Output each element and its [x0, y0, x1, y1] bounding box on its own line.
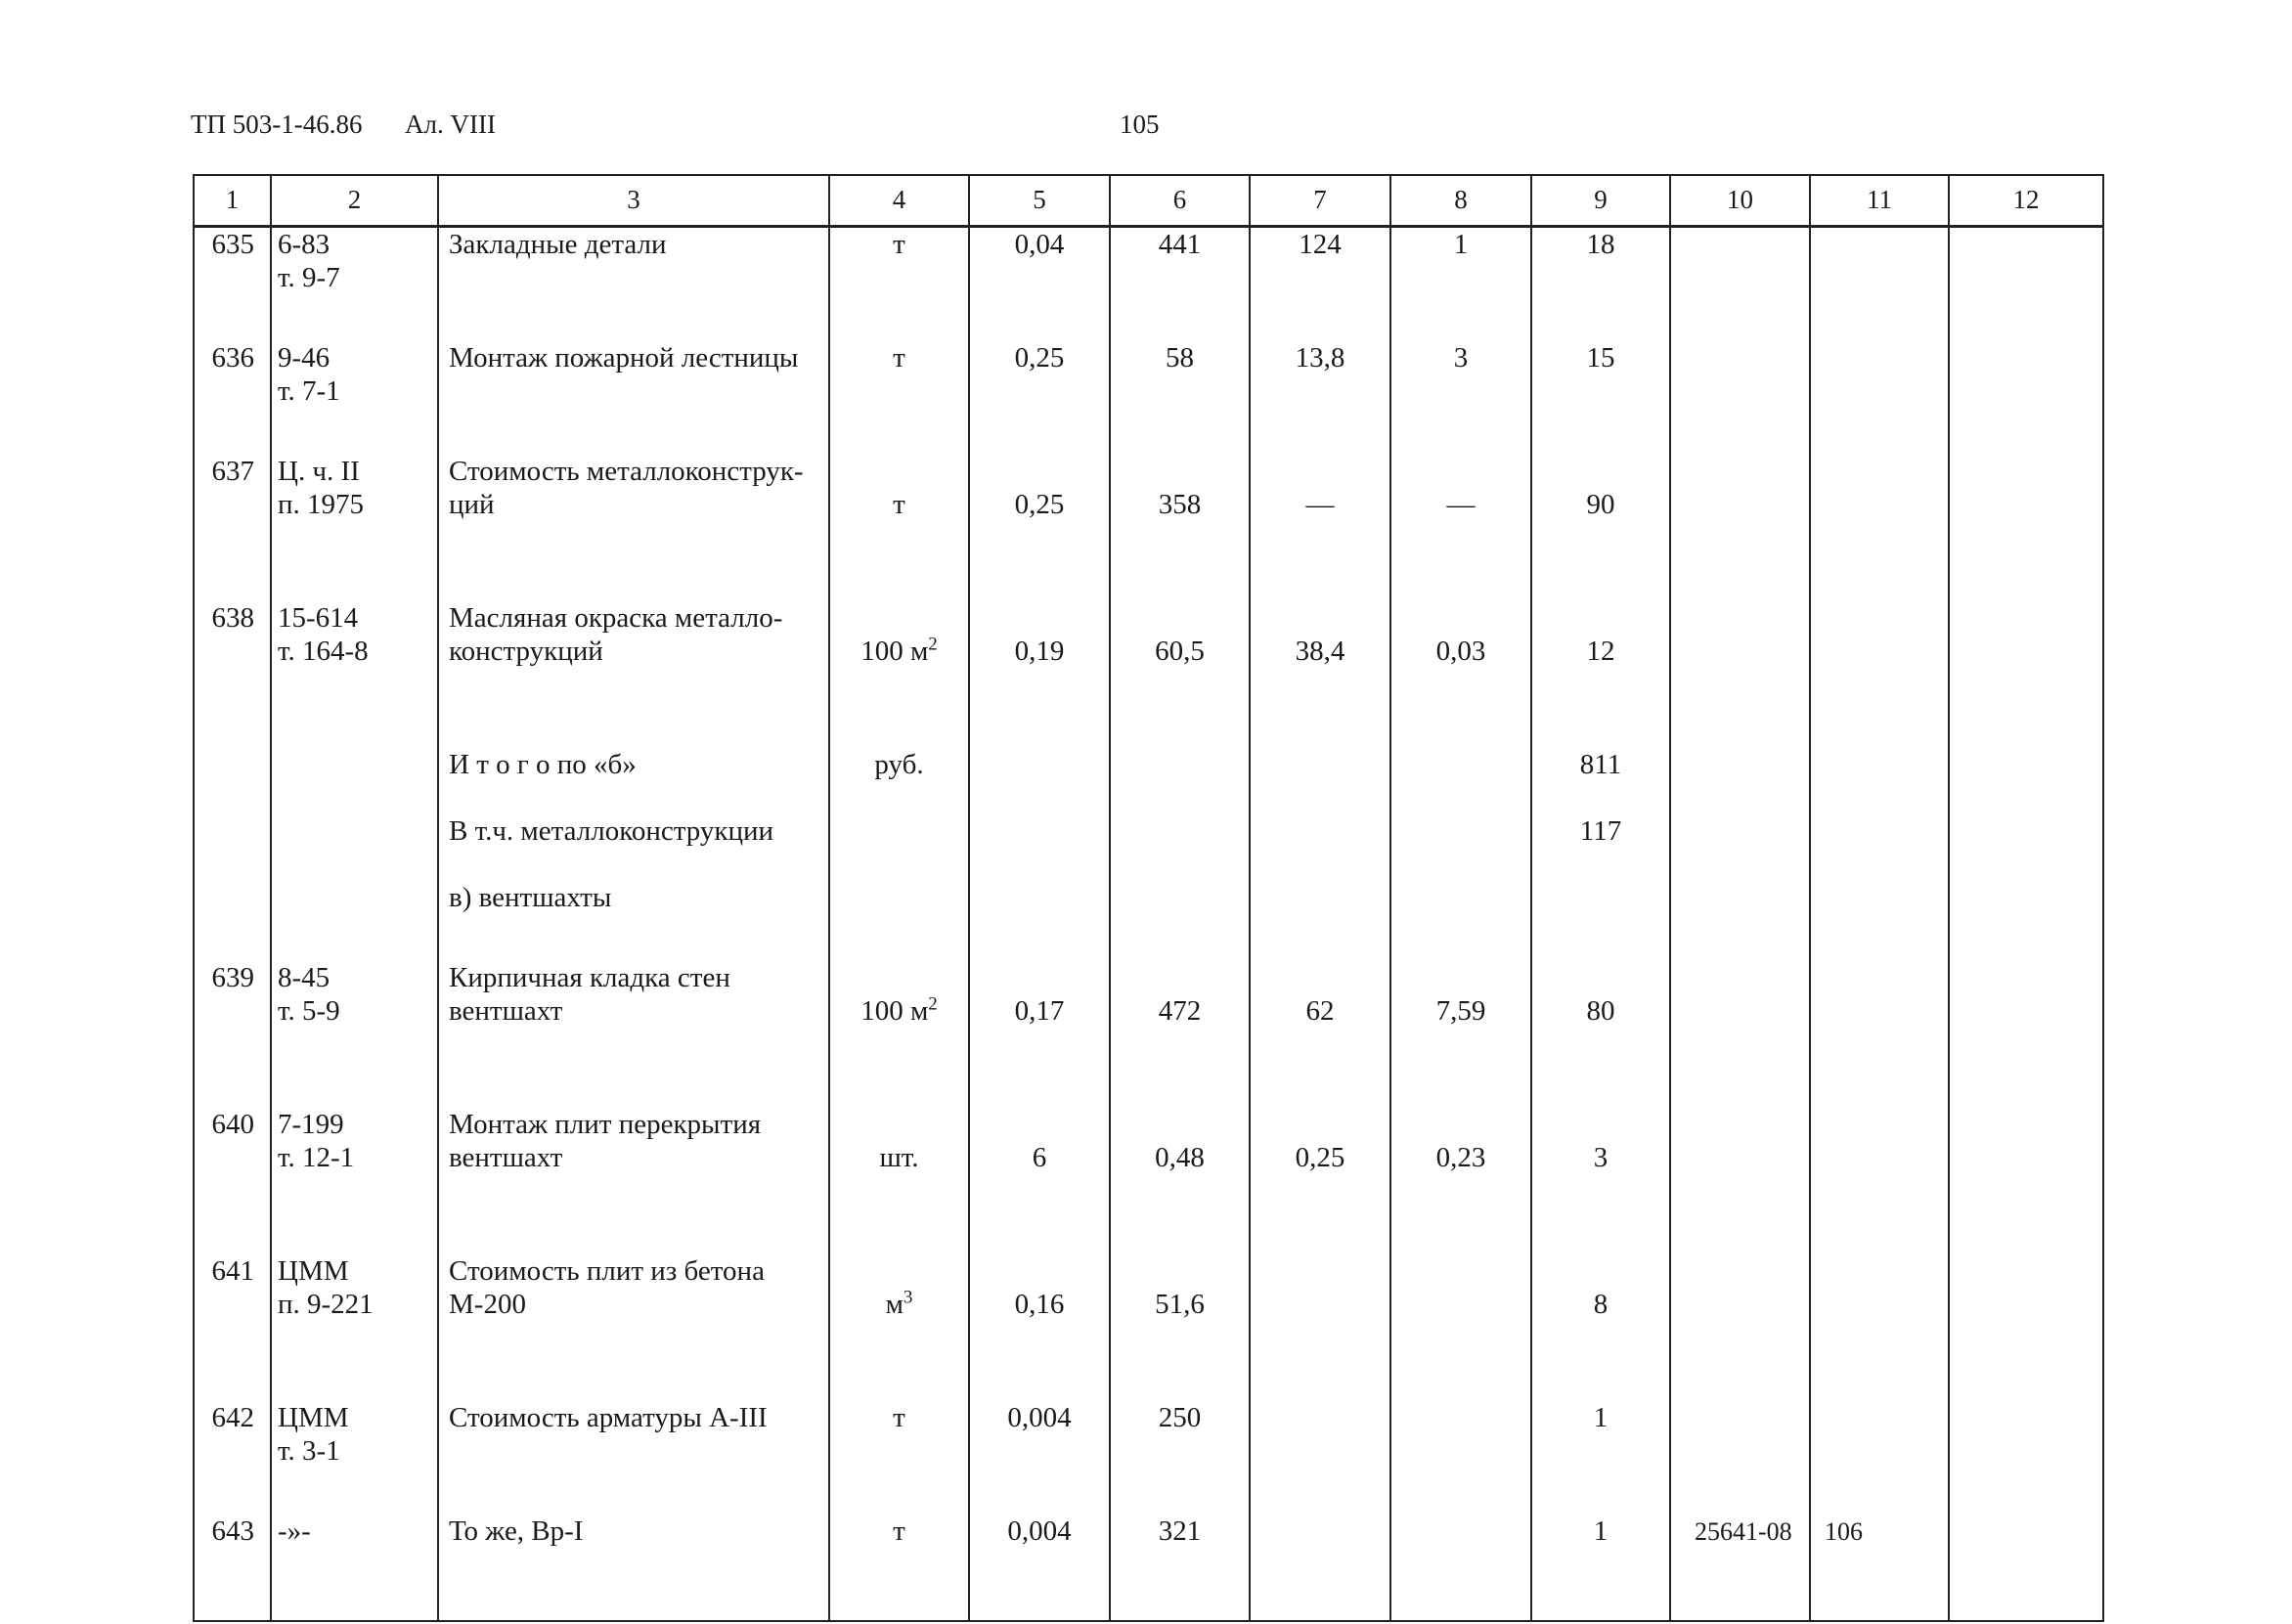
empty-cell — [271, 814, 438, 881]
total-value: 18 — [1586, 229, 1615, 260]
quantity-value: 0,004 — [1007, 1402, 1072, 1433]
empty-cell — [1670, 961, 1810, 1108]
col7-cell — [1250, 341, 1390, 455]
col7-value: 62 — [1305, 995, 1335, 1027]
work-name-line: вентшахт — [449, 995, 563, 1028]
unit-cell — [829, 227, 969, 342]
reference-line: 15-614 — [278, 602, 359, 634]
empty-cell — [829, 881, 969, 961]
work-name-cell — [438, 1514, 829, 1621]
work-name-line: вентшахт — [449, 1142, 563, 1174]
price-value: 51,6 — [1155, 1289, 1205, 1320]
empty-cell — [1810, 814, 1949, 881]
row-number: 635 — [211, 229, 254, 260]
col8-cell — [1390, 227, 1531, 342]
work-name-line: Кирпичная кладка стен — [449, 962, 730, 993]
summary-unit-cell — [829, 748, 969, 814]
col8-value: 0,03 — [1435, 636, 1486, 667]
work-name-cell — [438, 1108, 829, 1254]
unit-cell — [829, 1254, 969, 1401]
reference-line: т. 12-1 — [278, 1142, 355, 1174]
price-cell — [1110, 227, 1250, 342]
col7-cell — [1250, 455, 1390, 601]
price-cell — [1110, 601, 1250, 748]
summary-row — [194, 814, 2103, 881]
total-value: 8 — [1593, 1289, 1609, 1320]
price-cell — [1110, 455, 1250, 601]
unit-text: т — [893, 342, 905, 373]
section-row — [194, 881, 2103, 961]
row-number-cell — [194, 601, 271, 748]
empty-cell — [1810, 881, 1949, 961]
empty-cell — [1110, 814, 1250, 881]
column-header: 8 — [1390, 175, 1531, 227]
summary-label: И т о г о по «б» — [449, 749, 637, 780]
table-row — [194, 961, 2103, 1108]
column-header: 4 — [829, 175, 969, 227]
quantity-cell — [969, 1401, 1110, 1514]
empty-cell — [1670, 341, 1810, 455]
column-header: 12 — [1949, 175, 2103, 227]
total-cell — [1531, 455, 1670, 601]
empty-cell — [969, 881, 1110, 961]
reference-cell — [271, 455, 438, 601]
col7-cell — [1250, 1514, 1390, 1621]
col8-value: 0,23 — [1435, 1142, 1486, 1173]
work-name-line: ций — [449, 489, 495, 521]
reference-cell — [271, 1254, 438, 1401]
unit-cell — [829, 1108, 969, 1254]
col7-value: 13,8 — [1295, 342, 1345, 373]
reference-line: п. 1975 — [278, 489, 365, 521]
empty-cell — [1250, 748, 1390, 814]
empty-cell — [1949, 455, 2103, 601]
work-name-cell — [438, 341, 829, 455]
row-number: 638 — [211, 602, 254, 634]
empty-cell — [1670, 1401, 1810, 1514]
empty-cell — [1949, 227, 2103, 342]
quantity-cell — [969, 455, 1110, 601]
empty-cell — [1810, 227, 1949, 342]
column-header: 5 — [969, 175, 1110, 227]
empty-cell — [1949, 961, 2103, 1108]
work-name-cell — [438, 601, 829, 748]
col7-cell — [1250, 961, 1390, 1108]
reference-line: т. 3-1 — [278, 1435, 340, 1468]
price-cell — [1110, 961, 1250, 1108]
unit-text: 100 м — [860, 995, 929, 1027]
quantity-value: 6 — [1032, 1142, 1047, 1173]
table-row — [194, 455, 2103, 601]
quantity-cell — [969, 961, 1110, 1108]
total-cell — [1531, 601, 1670, 748]
column-header: 10 — [1670, 175, 1810, 227]
section-title-cell — [438, 881, 829, 961]
row-number: 640 — [211, 1109, 254, 1140]
document-code: ТП 503-1-46.86 — [191, 110, 363, 139]
row-number-cell — [194, 341, 271, 455]
col8-value: 1 — [1453, 229, 1469, 260]
col8-value: 3 — [1453, 342, 1469, 373]
empty-cell — [1670, 601, 1810, 748]
empty-cell — [1670, 881, 1810, 961]
price-value: 441 — [1158, 229, 1202, 260]
reference-cell — [271, 341, 438, 455]
summary-unit: руб. — [874, 749, 924, 780]
quantity-cell — [969, 1108, 1110, 1254]
quantity-cell — [969, 341, 1110, 455]
unit-text: 100 м — [860, 636, 929, 667]
col8-cell — [1390, 455, 1531, 601]
section-title: в) вентшахты — [449, 882, 612, 913]
empty-cell — [1949, 1401, 2103, 1514]
col8-cell — [1390, 1108, 1531, 1254]
col8-value: — — [1446, 489, 1476, 520]
row-number: 639 — [211, 962, 254, 993]
unit-text: т — [893, 1515, 905, 1547]
empty-cell — [1110, 881, 1250, 961]
total-cell — [1531, 961, 1670, 1108]
table-row — [194, 601, 2103, 748]
summary-label-cell — [438, 814, 829, 881]
reference-line: 6-83 — [278, 229, 331, 260]
empty-cell — [1810, 341, 1949, 455]
empty-cell — [1670, 748, 1810, 814]
price-value: 58 — [1166, 342, 1194, 373]
col7-value: 0,25 — [1295, 1142, 1345, 1173]
table-row — [194, 227, 2103, 342]
reference-line: т. 9-7 — [278, 262, 340, 294]
summary-row — [194, 748, 2103, 814]
col7-value: 38,4 — [1295, 636, 1345, 667]
work-name-line: Стоимость плит из бетона — [449, 1255, 765, 1287]
price-value: 358 — [1158, 489, 1202, 520]
price-cell — [1110, 1108, 1250, 1254]
reference-cell — [271, 227, 438, 342]
page-number: 105 — [1120, 110, 1160, 139]
row-number: 642 — [211, 1402, 254, 1433]
unit-cell — [829, 601, 969, 748]
work-name-line: Монтаж пожарной лестницы — [449, 342, 799, 373]
price-cell — [1110, 1254, 1250, 1401]
total-cell — [1531, 1401, 1670, 1514]
empty-cell — [271, 748, 438, 814]
empty-cell — [1949, 341, 2103, 455]
row-number-cell — [194, 961, 271, 1108]
summary-total: 117 — [1579, 815, 1622, 847]
empty-cell — [1531, 881, 1670, 961]
unit-text: т — [893, 1402, 905, 1433]
summary-unit-cell — [829, 814, 969, 881]
total-cell — [1531, 227, 1670, 342]
unit-text: шт. — [879, 1142, 919, 1173]
total-value: 15 — [1586, 342, 1615, 373]
total-value: 1 — [1593, 1515, 1609, 1547]
table-row — [194, 341, 2103, 455]
summary-total-cell — [1531, 748, 1670, 814]
reference-line: т. 5-9 — [278, 995, 340, 1028]
work-name-line: Масляная окраска металло- — [449, 602, 783, 634]
column-header: 9 — [1531, 175, 1670, 227]
empty-cell — [1670, 227, 1810, 342]
reference-cell — [271, 961, 438, 1108]
quantity-cell — [969, 227, 1110, 342]
row-number-cell — [194, 1108, 271, 1254]
price-cell — [1110, 1514, 1250, 1621]
column-header: 7 — [1250, 175, 1390, 227]
reference-line: т. 164-8 — [278, 636, 369, 668]
price-value: 0,48 — [1155, 1142, 1205, 1173]
row-number-cell — [194, 1514, 271, 1621]
row-number-cell — [194, 1254, 271, 1401]
empty-cell — [1110, 748, 1250, 814]
work-name-line: То же, Вр-I — [449, 1515, 584, 1547]
unit-text: т — [893, 229, 905, 260]
quantity-value: 0,25 — [1014, 489, 1065, 520]
empty-cell — [1250, 881, 1390, 961]
column-header: 6 — [1110, 175, 1250, 227]
unit-superscript: 2 — [928, 993, 938, 1015]
reference-line: Ц. ч. II — [278, 456, 360, 487]
total-cell — [1531, 1108, 1670, 1254]
col7-cell — [1250, 227, 1390, 342]
quantity-cell — [969, 1514, 1110, 1621]
col8-cell — [1390, 1514, 1531, 1621]
col7-value: 124 — [1299, 229, 1342, 260]
empty-cell — [1810, 961, 1949, 1108]
table-row — [194, 1108, 2103, 1254]
empty-cell — [194, 814, 271, 881]
reference-cell — [271, 1401, 438, 1514]
reference-cell — [271, 1514, 438, 1621]
row-number: 643 — [211, 1515, 254, 1547]
col8-cell — [1390, 961, 1531, 1108]
col7-cell — [1250, 1108, 1390, 1254]
footer-code: 25641-08 — [1695, 1517, 1792, 1546]
empty-cell — [1810, 1108, 1949, 1254]
quantity-value: 0,19 — [1014, 636, 1065, 667]
quantity-value: 0,16 — [1014, 1289, 1065, 1320]
quantity-value: 0,004 — [1007, 1515, 1072, 1547]
quantity-value: 0,17 — [1014, 995, 1065, 1027]
reference-cell — [271, 1108, 438, 1254]
unit-superscript: 3 — [903, 1287, 913, 1308]
column-number-row — [194, 175, 2103, 227]
total-cell — [1531, 1254, 1670, 1401]
empty-cell — [1670, 814, 1810, 881]
empty-cell — [1810, 1254, 1949, 1401]
unit-text: т — [893, 489, 905, 520]
empty-cell — [194, 881, 271, 961]
total-cell — [1531, 341, 1670, 455]
empty-cell — [1949, 1514, 2103, 1621]
empty-cell — [271, 881, 438, 961]
reference-line: 7-199 — [278, 1109, 344, 1140]
work-name-line: М-200 — [449, 1289, 526, 1321]
album-label: Ал. VIII — [405, 110, 496, 139]
empty-cell — [1670, 1108, 1810, 1254]
empty-cell — [1390, 881, 1531, 961]
price-value: 250 — [1158, 1402, 1202, 1433]
work-name-line: Монтаж плит перекрытия — [449, 1109, 762, 1140]
empty-cell — [1949, 601, 2103, 748]
total-cell — [1531, 1514, 1670, 1621]
total-value: 80 — [1586, 995, 1615, 1027]
empty-cell — [1670, 455, 1810, 601]
reference-line: ЦММ — [278, 1255, 349, 1287]
unit-text: м — [885, 1289, 904, 1320]
col7-value: — — [1305, 489, 1335, 520]
table-row — [194, 1254, 2103, 1401]
work-name-cell — [438, 961, 829, 1108]
unit-superscript: 2 — [928, 634, 938, 655]
empty-cell — [1810, 748, 1949, 814]
empty-cell — [1810, 1401, 1949, 1514]
empty-cell — [1390, 814, 1531, 881]
row-number-cell — [194, 455, 271, 601]
column-header: 1 — [194, 175, 271, 227]
empty-cell — [1949, 1254, 2103, 1401]
col7-cell — [1250, 1254, 1390, 1401]
work-name-line: Стоимость арматуры А-III — [449, 1402, 768, 1433]
price-value: 60,5 — [1155, 636, 1205, 667]
price-value: 321 — [1158, 1515, 1202, 1547]
work-name-line: конструкций — [449, 636, 603, 668]
reference-line: ЦММ — [278, 1402, 349, 1433]
work-name-line: Стоимость металлоконструк- — [449, 456, 804, 487]
total-value: 1 — [1593, 1402, 1609, 1433]
empty-cell — [969, 814, 1110, 881]
work-name-cell — [438, 455, 829, 601]
empty-cell — [1949, 748, 2103, 814]
col7-cell — [1250, 1401, 1390, 1514]
total-value: 90 — [1586, 489, 1615, 520]
col7-cell — [1250, 601, 1390, 748]
column-header: 2 — [271, 175, 438, 227]
empty-cell — [194, 748, 271, 814]
empty-cell — [1810, 601, 1949, 748]
price-cell — [1110, 1401, 1250, 1514]
footer-page-number: 106 — [1825, 1517, 1863, 1546]
row-number-cell — [194, 1401, 271, 1514]
unit-cell — [829, 1401, 969, 1514]
empty-cell — [1949, 1108, 2103, 1254]
quantity-cell — [969, 601, 1110, 748]
col8-cell — [1390, 601, 1531, 748]
work-name-line: Закладные детали — [449, 229, 667, 260]
column-header: 3 — [438, 175, 829, 227]
reference-line: т. 7-1 — [278, 375, 340, 408]
summary-label-cell — [438, 748, 829, 814]
price-value: 472 — [1158, 995, 1202, 1027]
empty-cell — [1250, 814, 1390, 881]
empty-cell — [1949, 881, 2103, 961]
unit-cell — [829, 455, 969, 601]
row-number: 637 — [211, 456, 254, 487]
reference-line: 9-46 — [278, 342, 331, 373]
unit-cell — [829, 341, 969, 455]
empty-cell — [1670, 1254, 1810, 1401]
col8-cell — [1390, 341, 1531, 455]
summary-total-cell — [1531, 814, 1670, 881]
estimate-table — [193, 174, 2104, 1622]
reference-line: -»- — [278, 1515, 311, 1547]
row-number-cell — [194, 227, 271, 342]
work-name-cell — [438, 1254, 829, 1401]
col8-cell — [1390, 1401, 1531, 1514]
unit-cell — [829, 961, 969, 1108]
col8-cell — [1390, 1254, 1531, 1401]
work-name-cell — [438, 227, 829, 342]
price-cell — [1110, 341, 1250, 455]
empty-cell — [969, 748, 1110, 814]
total-value: 12 — [1586, 636, 1615, 667]
quantity-value: 0,04 — [1014, 229, 1065, 260]
quantity-cell — [969, 1254, 1110, 1401]
unit-cell — [829, 1514, 969, 1621]
row-number: 641 — [211, 1255, 254, 1287]
empty-cell — [1390, 748, 1531, 814]
col8-value: 7,59 — [1435, 995, 1486, 1027]
reference-cell — [271, 601, 438, 748]
work-name-cell — [438, 1401, 829, 1514]
quantity-value: 0,25 — [1014, 342, 1065, 373]
reference-line: п. 9-221 — [278, 1289, 374, 1321]
row-number: 636 — [211, 342, 254, 373]
total-value: 3 — [1593, 1142, 1609, 1173]
empty-cell — [1810, 455, 1949, 601]
table-row — [194, 1401, 2103, 1514]
reference-line: 8-45 — [278, 962, 331, 993]
empty-cell — [1949, 814, 2103, 881]
column-header: 11 — [1810, 175, 1949, 227]
summary-total: 811 — [1579, 749, 1622, 780]
summary-label: В т.ч. металлоконструкции — [449, 815, 774, 847]
table-row — [194, 1514, 2103, 1621]
